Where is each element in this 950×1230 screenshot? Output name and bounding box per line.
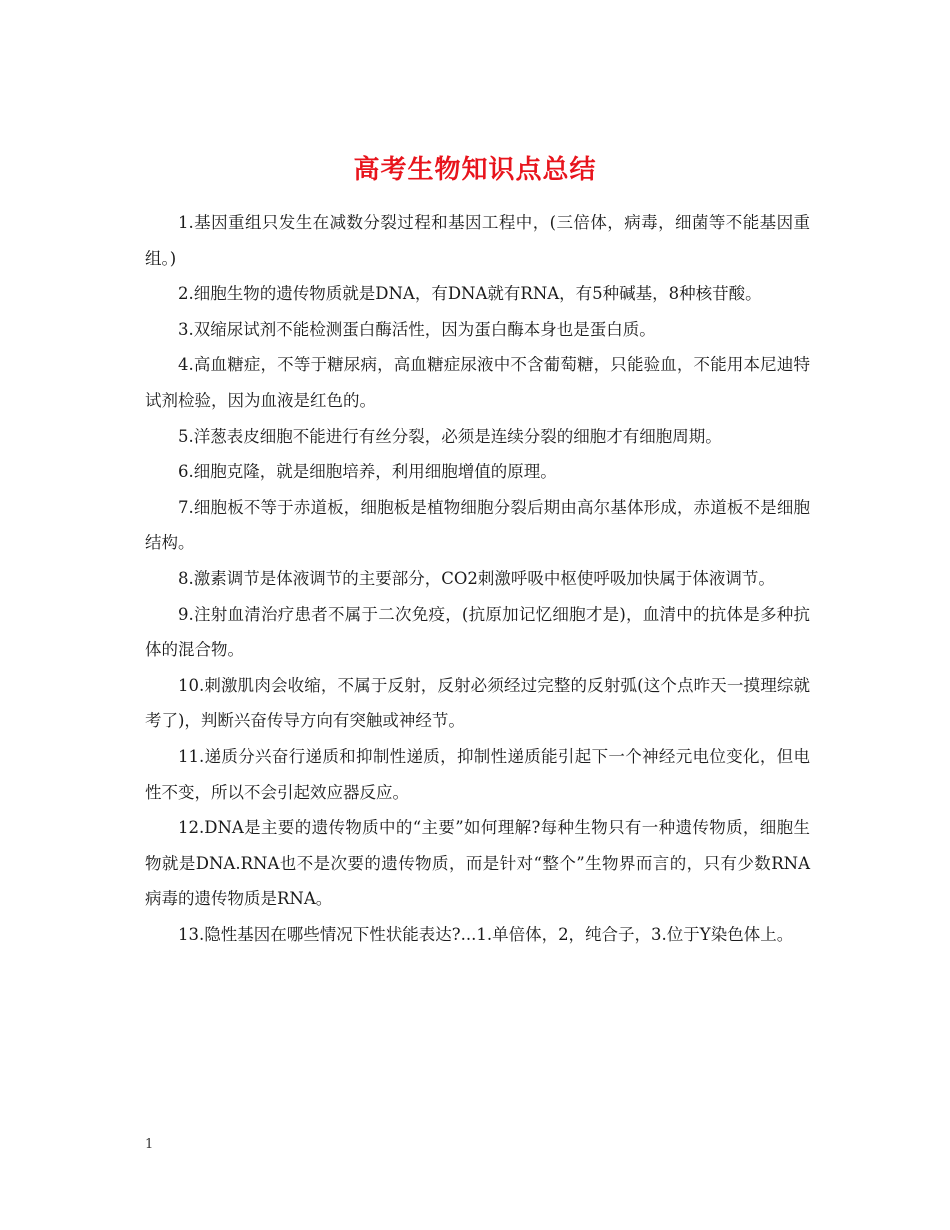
knowledge-point-12: 12.DNA是主要的遗传物质中的“主要”如何理解?每种生物只有一种遗传物质，细胞生物就是DNA.RNA也不是次要的遗传物质，而是针对“整个”生物界而言的，只有少数RNA病毒的遗传物质是RNA。 bbox=[145, 818, 810, 909]
knowledge-point-9: 9.注射血清治疗患者不属于二次免疫，(抗原加记忆细胞才是)，血清中的抗体是多种抗体的混合物。 bbox=[145, 604, 810, 660]
knowledge-point-4: 4.高血糖症，不等于糖尿病，高血糖症尿液中不含葡萄糖，只能验血，不能用本尼迪特试剂检验，因为血液是红色的。 bbox=[145, 355, 810, 410]
knowledge-point-1: 1.基因重组只发生在减数分裂过程和基因工程中，(三倍体，病毒，细菌等不能基因重组。) bbox=[145, 213, 810, 268]
knowledge-point-10: 10.刺激肌肉会收缩，不属于反射，反射必须经过完整的反射弧(这个点昨天一摸理综就考了)，判断兴奋传导方向有突触或神经节。 bbox=[145, 675, 810, 731]
document-body bbox=[145, 205, 810, 952]
knowledge-point-3: 3.双缩尿试剂不能检测蛋白酶活性，因为蛋白酶本身也是蛋白质。 bbox=[178, 319, 656, 339]
knowledge-point-7: 7.细胞板不等于赤道板，细胞板是植物细胞分裂后期由高尔基体形成，赤道板不是细胞结构。 bbox=[145, 497, 810, 553]
knowledge-point-11: 11.递质分兴奋行递质和抑制性递质，抑制性递质能引起下一个神经元电位变化，但电性不变，所以不会引起效应器反应。 bbox=[145, 746, 810, 802]
knowledge-point-2: 2.细胞生物的遗传物质就是DNA，有DNA就有RNA，有5种碱基，8种核苷酸。 bbox=[178, 284, 762, 304]
knowledge-point-8: 8.激素调节是体液调节的主要部分，CO2刺激呼吸中枢使呼吸加快属于体液调节。 bbox=[178, 568, 775, 588]
knowledge-point-13: 13.隐性基因在哪些情况下性状能表达?...1.单倍体，2，纯合子，3.位于Y染色体上。 bbox=[178, 924, 794, 944]
knowledge-point-6: 6.细胞克隆，就是细胞培养，利用细胞增值的原理。 bbox=[178, 462, 557, 482]
page-title: 高考生物知识点总结 bbox=[353, 155, 597, 186]
knowledge-point-5: 5.洋葱表皮细胞不能进行有丝分裂，必须是连续分裂的细胞才有细胞周期。 bbox=[178, 426, 722, 446]
page-number: 1 bbox=[145, 1137, 154, 1152]
